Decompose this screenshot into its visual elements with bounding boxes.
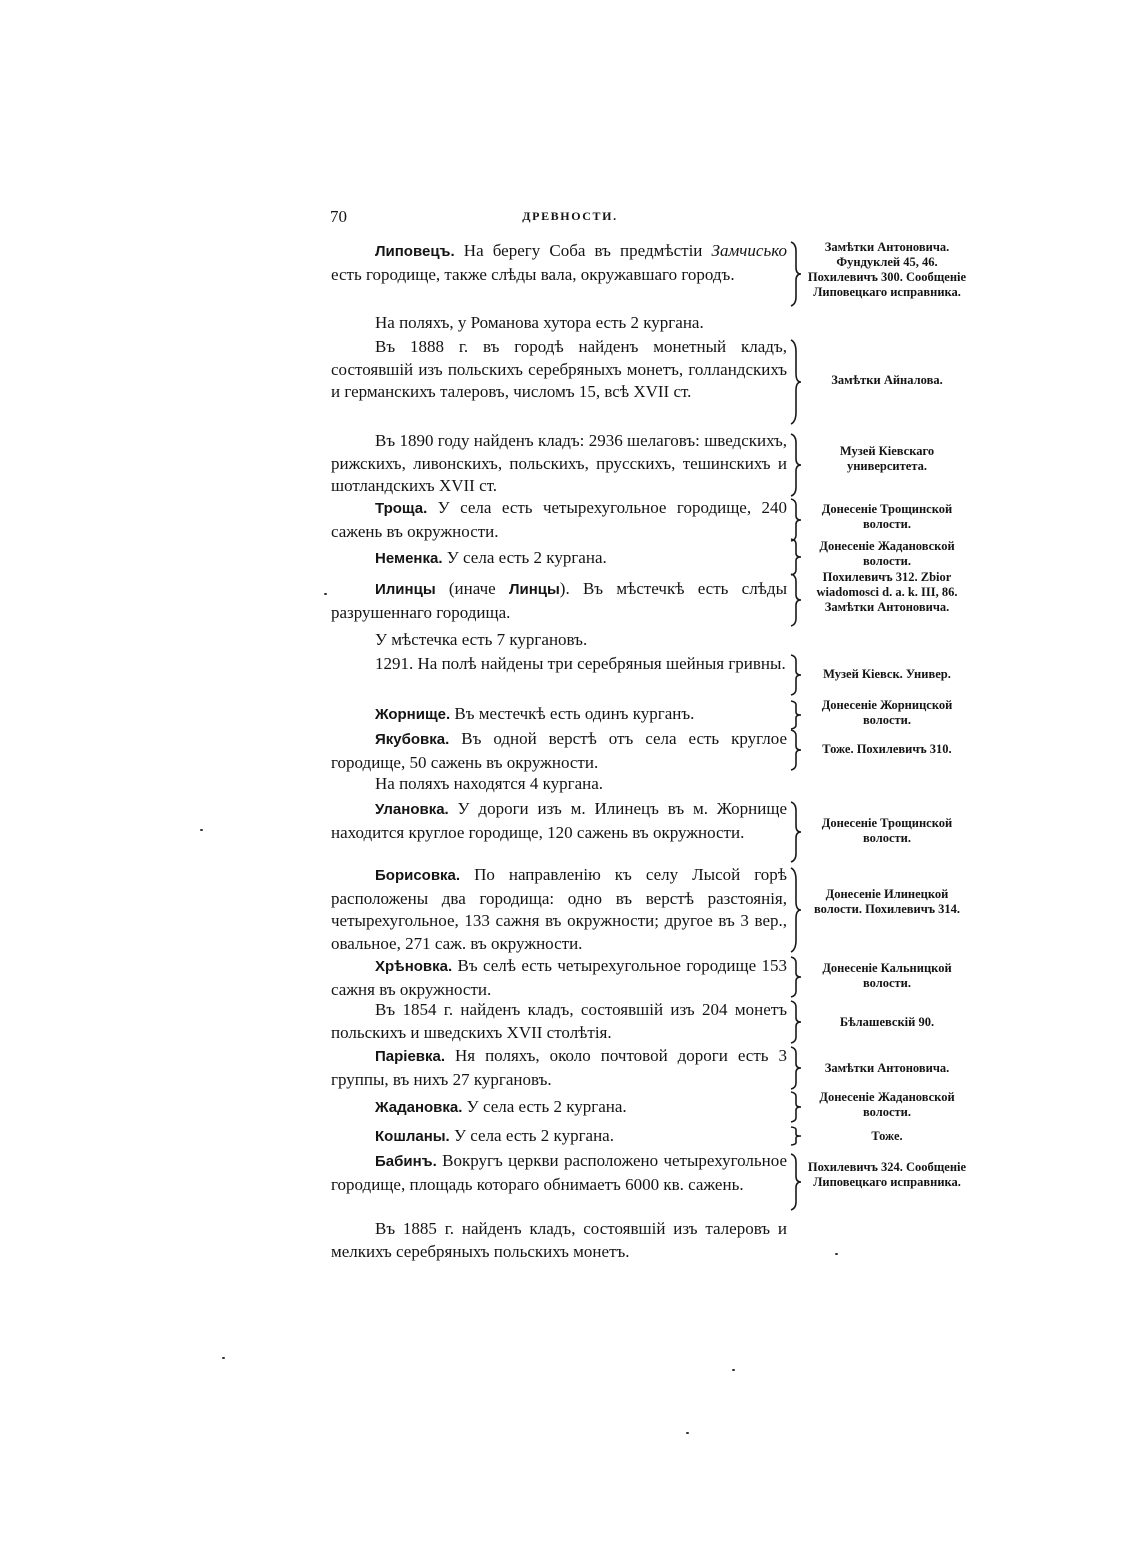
place-name: Борисовка. [375, 867, 461, 884]
place-name: Паріевка. [375, 1048, 446, 1065]
scan-speck [732, 1369, 735, 1371]
source-note: Замѣтки Айналова. [831, 373, 943, 387]
place-name: Кошланы. [375, 1128, 450, 1145]
source-note: Тоже. [871, 1129, 903, 1143]
brace-icon [789, 957, 802, 997]
brace-icon [789, 434, 802, 496]
page-header [330, 207, 810, 227]
entry-text: Неменка. У села есть 2 кургана. [375, 548, 607, 567]
source-note: Донесеніе Илинецкой волости. Похилевичъ 314. [813, 887, 961, 916]
entry-text: Жадановка. У села есть 2 кургана. [375, 1097, 627, 1116]
place-name: Хрѣновка. [375, 958, 453, 975]
entry-text: Жорнище. Въ местечкѣ есть одинъ курганъ. [375, 704, 695, 723]
scan-speck [324, 593, 327, 595]
source-note: Замѣтки Антоновича. Фундуклей 45, 46. Похилевичъ 300. Сообщеніе Липовецкаго исправника. [807, 240, 967, 299]
running-title: ДРЕВНОСТИ. [522, 209, 618, 223]
place-name: Бабинъ. [375, 1153, 437, 1170]
place-name: Жорнище. [375, 706, 451, 723]
place-name: Неменка. [375, 550, 443, 567]
brace-icon [789, 1001, 802, 1043]
brace-icon [789, 655, 802, 695]
place-name: Липовецъ. [375, 243, 455, 260]
place-name: Улановка. [375, 801, 449, 818]
brace-icon [789, 730, 802, 770]
scan-speck [222, 1357, 225, 1359]
entry-text: Липовецъ. На берегу Соба въ предмѣстіи Замчисько есть городище, также слѣды вала, окружавшаго городъ. [331, 241, 787, 284]
place-name: Якубовка. [375, 731, 450, 748]
entry-text: 1291. На полѣ найдены три серебряныя шейныя гривны. [375, 654, 786, 673]
entry-text: Паріевка. Ня поляхъ, около почтовой дороги есть 3 группы, въ нихъ 27 кургановъ. [331, 1046, 787, 1089]
place-name-alt: Линцы [508, 581, 560, 598]
entry-text: Хрѣновка. Въ селѣ есть четырехугольное городище 153 сажня въ окружности. [331, 956, 787, 999]
entry-text: Кошланы. У села есть 2 кургана. [375, 1126, 614, 1145]
scan-speck [686, 1432, 689, 1434]
entry-text: Въ 1885 г. найденъ кладъ, состоявшій изъ талеровъ и мелкихъ серебряныхъ польскихъ монетъ. [331, 1219, 787, 1261]
brace-icon [789, 1127, 802, 1145]
source-note: Музей Кіевск. Универ. [823, 667, 951, 681]
source-note: Донесеніе Трощинской волости. [821, 502, 953, 531]
entry-text: На поляхъ, у Романова хутора есть 2 кургана. [375, 313, 704, 332]
entry-text: У мѣстечка есть 7 кургановъ. [375, 630, 588, 649]
brace-icon [789, 868, 802, 952]
scan-speck [835, 1253, 838, 1255]
source-note: Похилевичъ 324. Сообщеніе Липовецкаго исправника. [807, 1160, 967, 1189]
source-note: Донесеніе Трощинской волости. [821, 816, 953, 845]
brace-icon [789, 1047, 802, 1089]
entry-text: Бабинъ. Вокругъ церкви расположено четырехугольное городище, площадь котораго обнимаетъ 6000 кв. сажень. [331, 1151, 787, 1194]
brace-icon [789, 802, 802, 862]
scan-speck [200, 829, 203, 831]
brace-icon [789, 701, 802, 729]
source-note: Бѣлашевскій 90. [839, 1015, 935, 1029]
brace-icon [789, 1092, 802, 1122]
entry-text: Въ 1854 г. найденъ кладъ, состоявшій изъ 204 монетъ польскихъ и шведскихъ XVII столѣтія. [331, 1000, 787, 1042]
place-name: Троща. [375, 500, 428, 517]
source-note: Замѣтки Антоновича. [824, 1061, 950, 1075]
entry-text: Троща. У села есть четырехугольное городище, 240 сажень въ окружности. [331, 498, 787, 541]
entry-text: Якубовка. Въ одной верстѣ отъ села есть круглое городище, 50 сажень въ окружности. [331, 729, 787, 772]
source-note: Похилевичъ 312. Zbior wiadomosci d. a. k. III, 86. Замѣтки Антоновича. [816, 570, 958, 614]
entry-text: Илинцы (иначе Линцы). Въ мѣстечкѣ есть слѣды разрушеннаго городища. [331, 579, 787, 622]
entry-text: Улановка. У дороги изъ м. Илинецъ въ м. Жорнище находится круглое городище, 120 сажень въ окружности. [331, 799, 787, 842]
source-note: Донесеніе Жорницской волости. [821, 698, 953, 727]
entry-text: Борисовка. По направленію къ селу Лысой горѣ расположены два городища: одно въ верстѣ разстоянія, четырехугольное, 133 сажня въ окружности; другое въ 3 вер., овальное, 271 саж. въ окружности. [331, 865, 787, 953]
source-note: Донесеніе Жадановской волости. [819, 539, 955, 568]
brace-icon [789, 340, 802, 424]
entry-text: Въ 1888 г. въ городѣ найденъ монетный кладъ, состоявшій изъ польскихъ серебряныхъ монетъ, голландскихъ и германскихъ талеровъ, числомъ 15, всѣ XVII ст. [331, 337, 787, 401]
brace-icon [789, 539, 802, 575]
brace-icon [789, 574, 802, 626]
source-note: Музей Кіевскаго университета. [839, 444, 935, 473]
source-note: Донесеніе Жадановской волости. [819, 1090, 955, 1119]
place-name: Жадановка. [375, 1099, 463, 1116]
source-note: Донесеніе Кальницкой волости. [822, 961, 952, 990]
page-number: 70 [330, 207, 347, 226]
brace-icon [789, 1154, 802, 1210]
entry-text: На поляхъ находятся 4 кургана. [375, 774, 604, 793]
brace-icon [789, 499, 802, 541]
source-note: Тоже. Похилевичъ 310. [822, 742, 952, 756]
place-name: Илинцы [375, 581, 436, 598]
italic-place: Замчисько [711, 241, 787, 260]
entry-text: Въ 1890 году найденъ кладъ: 2936 шелаговъ: шведскихъ, рижскихъ, ливонскихъ, польскихъ, прусскихъ, тешинскихъ и шотландскихъ XVII ст. [331, 431, 787, 495]
brace-icon [789, 242, 802, 306]
